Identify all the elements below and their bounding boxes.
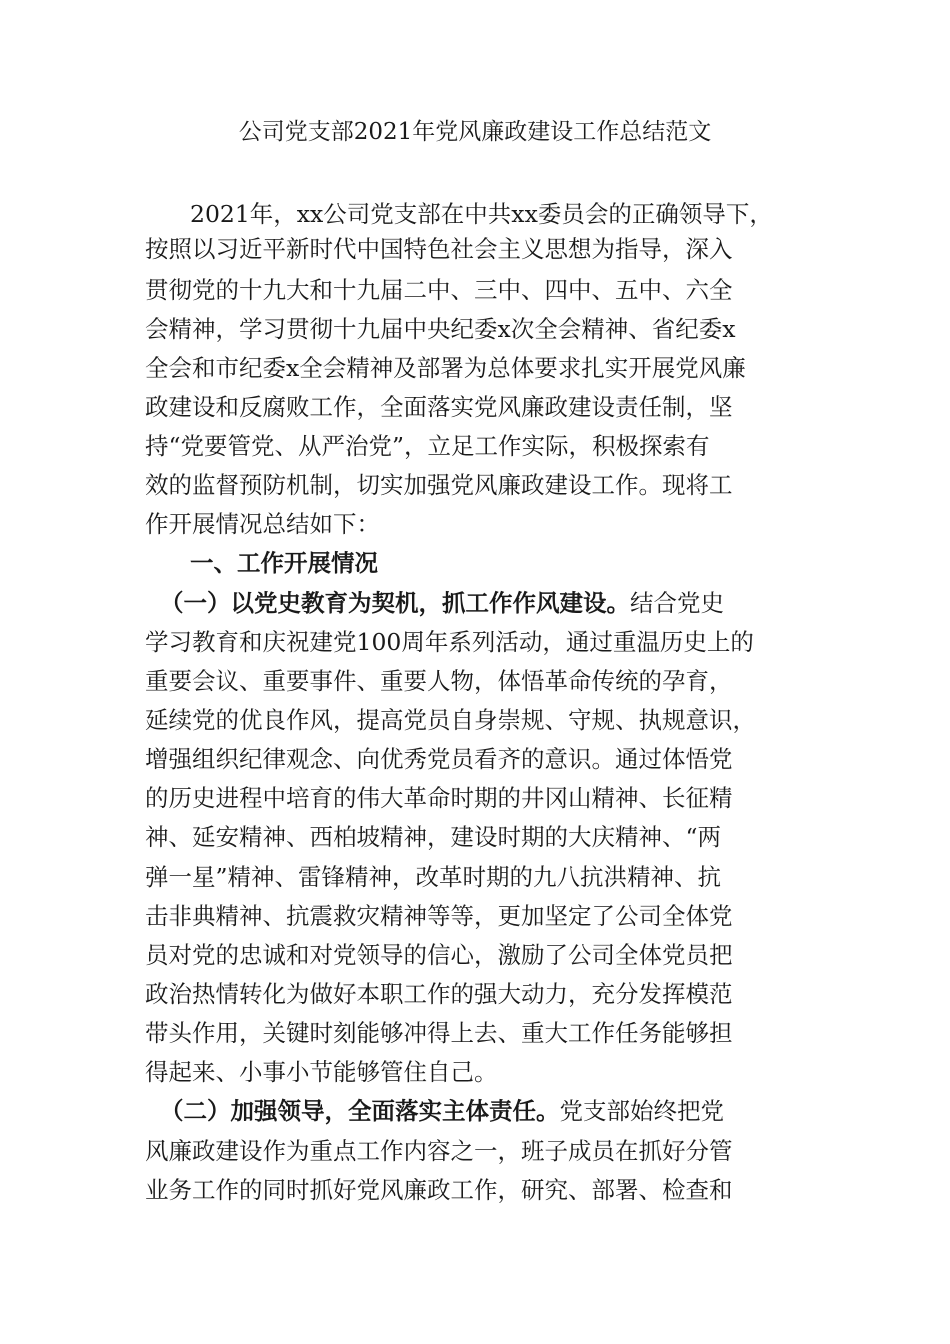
paragraph-line: 业务工作的同时抓好党风廉政工作，研究、部署、检查和 — [145, 1176, 733, 1204]
subsection-heading: （二）加强领导，全面落实主体责任。 — [160, 1097, 560, 1125]
paragraph-line: 全会和市纪委x全会精神及部署为总体要求扎实开展党风廉 — [145, 354, 746, 382]
paragraph-line: 弹一星”精神、雷锋精神，改革时期的九八抗洪精神、抗 — [145, 863, 722, 891]
subsection-text: 党支部始终把党 — [559, 1097, 724, 1125]
paragraph-line: 按照以习近平新时代中国特色社会主义思想为指导，深入 — [145, 235, 733, 263]
paragraph-line: 增强组织纪律观念、向优秀党员看齐的意识。通过体悟党 — [145, 745, 733, 773]
paragraph-line: 带头作用，关键时刻能够冲得上去、重大工作任务能够担 — [145, 1019, 733, 1047]
paragraph-line: 作开展情况总结如下： — [145, 510, 380, 538]
subsection-text: 结合党史 — [630, 589, 724, 617]
paragraph-line: 重要会议、重要事件、重要人物，体悟革命传统的孕育， — [145, 667, 733, 695]
paragraph-line: 延续党的优良作风，提高党员自身崇规、守规、执规意识， — [145, 706, 756, 734]
document-title: 公司党支部2021年党风廉政建设工作总结范文 — [238, 119, 712, 145]
paragraph-line: 政治热情转化为做好本职工作的强大动力，充分发挥模范 — [145, 980, 733, 1008]
paragraph-line: 的历史进程中培育的伟大革命时期的井冈山精神、长征精 — [145, 784, 733, 812]
subsection-heading: （一）以党史教育为契机，抓工作作风建设。 — [160, 589, 630, 617]
paragraph-line: 员对党的忠诚和对党领导的信心，激励了公司全体党员把 — [145, 941, 733, 969]
paragraph-line: 2021年，xx公司党支部在中共xx委员会的正确领导下， — [190, 200, 773, 228]
paragraph-line: 会精神，学习贯彻十九届中央纪委x次全会精神、省纪委x — [145, 315, 736, 343]
paragraph-line: 神、延安精神、西柏坡精神，建设时期的大庆精神、“两 — [145, 823, 722, 851]
subsection-first-line — [160, 1094, 840, 1128]
paragraph-line: 学习教育和庆祝建党100周年系列活动，通过重温历史上的 — [145, 628, 754, 656]
section-heading: 一、工作开展情况 — [190, 549, 378, 577]
paragraph-line: 贯彻党的十九大和十九届二中、三中、四中、五中、六全 — [145, 276, 733, 304]
paragraph-line: 得起来、小事小节能够管住自己。 — [145, 1058, 498, 1086]
paragraph-line: 效的监督预防机制，切实加强党风廉政建设工作。现将工 — [145, 471, 733, 499]
paragraph-line: 政建设和反腐败工作，全面落实党风廉政建设责任制，坚 — [145, 393, 733, 421]
paragraph-line: 风廉政建设作为重点工作内容之一，班子成员在抓好分管 — [145, 1137, 733, 1165]
paragraph-line: 击非典精神、抗震救灾精神等等，更加坚定了公司全体党 — [145, 902, 733, 930]
paragraph-line: 持“党要管党、从严治党”，立足工作实际，积极探索有 — [145, 432, 710, 460]
subsection-first-line — [160, 586, 840, 620]
